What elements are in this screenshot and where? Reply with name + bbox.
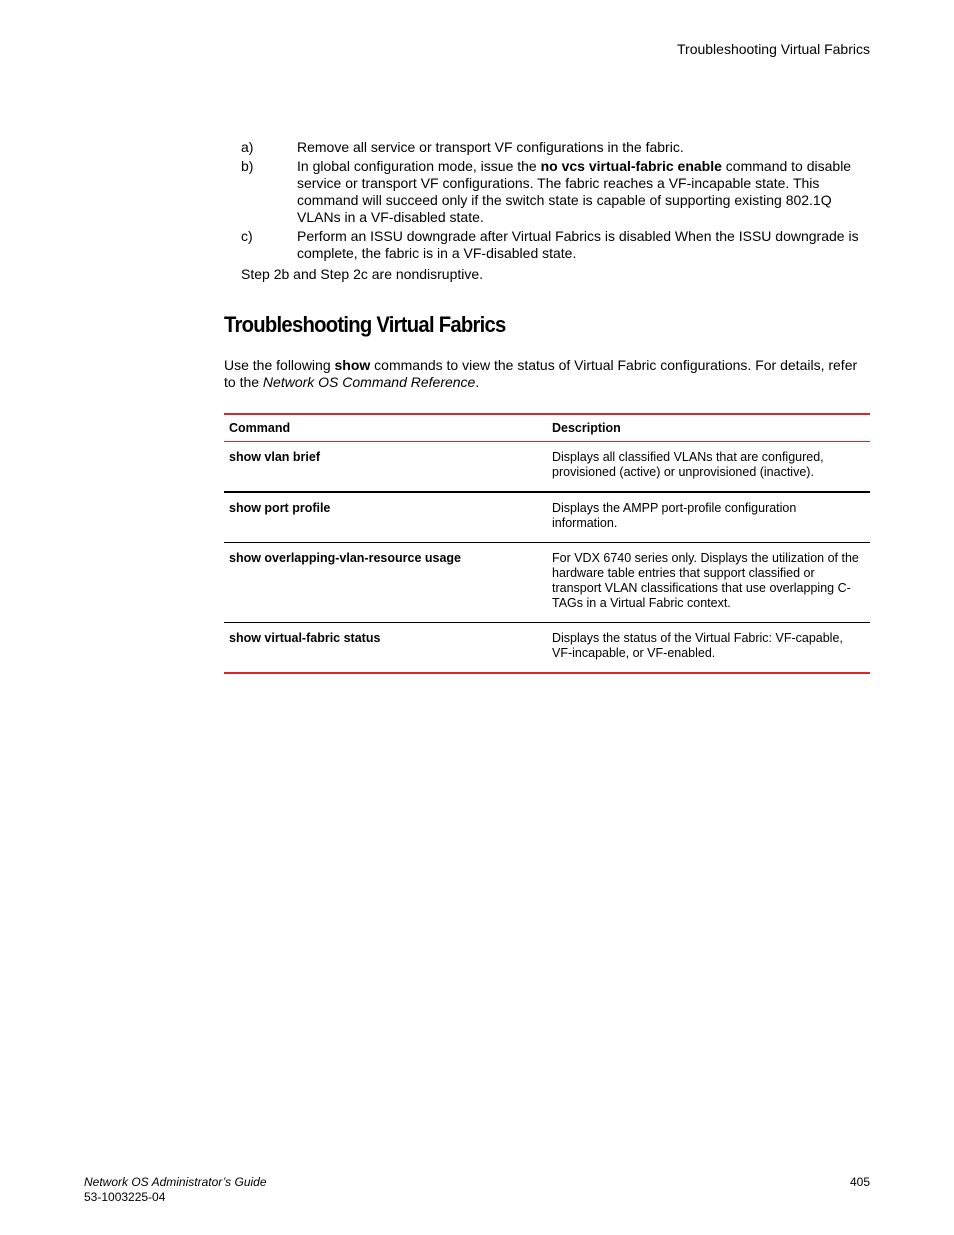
footer-doc-number: 53-1003225-04 [84, 1190, 166, 1204]
substep-text-part: command to disable service or transport VF configurations. The fabric reaches a VF-incapable state. This command will succeed only if the switch state is capable of supporting existing 802.1Q VLANs in a VF-disabled state. [297, 158, 852, 225]
column-header-command: Command [224, 414, 547, 442]
reference-title: Network OS Command Reference [262, 374, 476, 390]
column-header-description: Description [547, 414, 870, 442]
intro-bold: show [334, 357, 371, 373]
substep-text [297, 158, 871, 226]
footer-doc-info [84, 1175, 267, 1205]
command-cell: show overlapping-vlan-resource usage [229, 551, 462, 565]
description-cell: Displays the status of the Virtual Fabric: VF-capable, VF-incapable, or VF-enabled. [552, 631, 843, 660]
substep-a [241, 139, 871, 156]
substep-letter: b) [241, 158, 254, 174]
command-name: no vcs virtual-fabric enable [540, 158, 722, 174]
table-row [224, 492, 870, 543]
footer-doc-title: Network OS Administrator’s Guide [84, 1175, 267, 1189]
intro-text: commands to view the status of Virtual Fabric configurations. For details, refer to the [224, 357, 858, 390]
page-number: 405 [849, 1175, 870, 1189]
substep-c [241, 228, 871, 262]
substep-letter: a) [241, 139, 254, 155]
command-cell: show virtual-fabric status [229, 631, 381, 645]
substep-text [297, 139, 871, 156]
substep-letter: c) [241, 228, 253, 244]
table-header-row [224, 414, 870, 442]
table-row [224, 543, 870, 623]
section-title: Troubleshooting Virtual Fabrics [224, 312, 506, 337]
substep-text [297, 228, 871, 262]
command-cell: show port profile [229, 501, 331, 515]
description-cell: Displays the AMPP port-profile configuration information. [552, 501, 797, 530]
description-cell: For VDX 6740 series only. Displays the utilization of the hardware table entries that support classified or transport VLAN classifications that use overlapping C-TAGs in a Virtual Fabric context. [552, 551, 859, 610]
table-row [224, 442, 870, 493]
substep-text-part: Remove all service or transport VF configurations in the fabric. [297, 139, 684, 155]
command-cell: show vlan brief [229, 450, 320, 464]
step-note: Step 2b and Step 2c are nondisruptive. [241, 266, 484, 282]
section-intro [224, 357, 870, 391]
intro-text: Use the following [224, 357, 335, 373]
intro-text: . [475, 374, 480, 390]
substep-b [241, 158, 871, 226]
substep-list [241, 139, 871, 283]
substep-text-part: Perform an ISSU downgrade after Virtual Fabrics is disabled When the ISSU downgrade is complete, the fabric is in a VF-disabled state. [297, 228, 859, 261]
substep-text-part: In global configuration mode, issue the [297, 158, 541, 174]
description-cell: Displays all classified VLANs that are configured, provisioned (active) or unprovisioned (inactive). [552, 450, 824, 479]
command-table [224, 413, 870, 674]
running-header: Troubleshooting Virtual Fabrics [677, 41, 870, 57]
table-row [224, 623, 870, 674]
